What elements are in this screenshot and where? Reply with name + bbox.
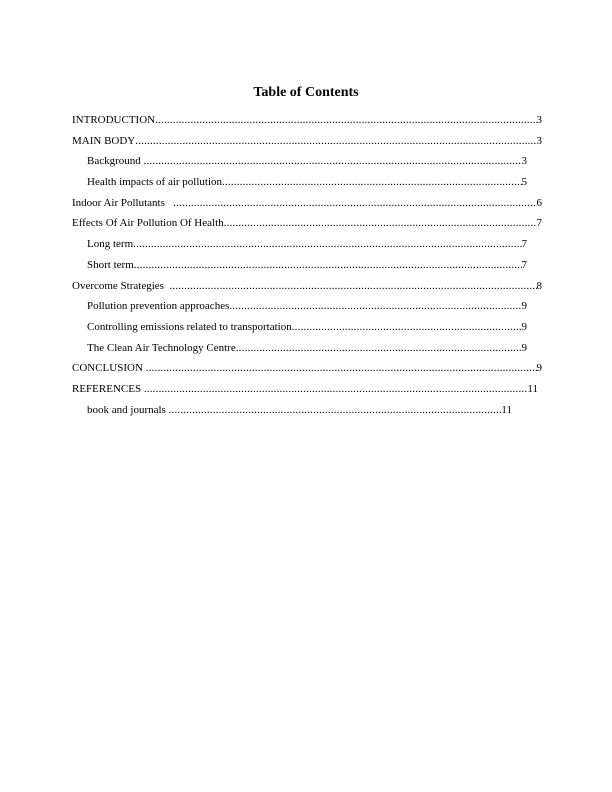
toc-dot-leader xyxy=(144,155,522,168)
toc-entry-label: The Clean Air Technology Centre xyxy=(87,341,236,354)
toc-entry[interactable] xyxy=(72,280,542,301)
toc-entry-label: Effects Of Air Pollution Of Health xyxy=(72,217,224,230)
toc-dot-leader xyxy=(222,176,521,189)
page-title: Table of Contents xyxy=(253,85,359,100)
toc-entry[interactable] xyxy=(87,321,527,342)
toc-dot-leader xyxy=(146,362,537,375)
toc-dot-leader xyxy=(144,383,528,396)
toc-dot-leader xyxy=(169,280,536,293)
toc-dot-leader xyxy=(229,300,521,313)
toc-entry[interactable] xyxy=(87,176,527,197)
toc-entry-label: CONCLUSION xyxy=(72,362,146,375)
toc-entry-page-number: 3 xyxy=(536,134,542,147)
toc-entry-page-number: 11 xyxy=(501,403,512,416)
toc-dot-leader xyxy=(134,259,522,272)
toc-dot-leader xyxy=(236,342,522,355)
toc-entry-label: Long term xyxy=(87,238,134,251)
toc-entry-page-number: 6 xyxy=(536,196,542,209)
toc-dot-leader xyxy=(169,404,502,417)
toc-entry-label: Health impacts of air pollution xyxy=(87,176,223,189)
toc-entry-label: Short term xyxy=(87,258,134,271)
toc-entry-label: REFERENCES xyxy=(72,382,144,395)
toc-entry[interactable] xyxy=(72,135,542,156)
toc-entry-page-number: 7 xyxy=(536,217,542,230)
toc-dot-leader xyxy=(292,321,522,334)
toc-entry[interactable] xyxy=(72,217,542,238)
toc-entry[interactable] xyxy=(72,197,542,218)
toc-entry-page-number: 8 xyxy=(536,279,542,292)
toc-dot-leader xyxy=(155,114,536,127)
toc-entry-page-number: 5 xyxy=(521,176,527,189)
toc-entry-page-number: 3 xyxy=(521,155,527,168)
toc-entry-label: Controlling emissions related to transportation xyxy=(87,320,292,333)
toc-entry-label: MAIN BODY xyxy=(72,134,136,147)
toc-entry-label: Overcome Strategies xyxy=(72,279,170,292)
toc-entry-page-number: 9 xyxy=(521,320,527,333)
toc-entry[interactable] xyxy=(72,362,542,383)
toc-entry[interactable] xyxy=(87,259,527,280)
toc-entry[interactable] xyxy=(87,300,527,321)
toc-entry-page-number: 7 xyxy=(521,238,527,251)
toc-dot-leader xyxy=(173,197,536,210)
toc-entry-label: Indoor Air Pollutants xyxy=(72,196,174,209)
toc-entry-label: INTRODUCTION xyxy=(72,114,156,126)
toc-entry-page-number: 9 xyxy=(521,300,527,313)
toc-entry-page-number: 11 xyxy=(527,382,538,395)
toc-dot-leader xyxy=(135,135,536,148)
toc-entry[interactable] xyxy=(72,383,538,404)
toc-entry[interactable] xyxy=(87,404,512,425)
toc-dot-leader xyxy=(224,217,537,230)
toc-entry-page-number: 9 xyxy=(521,341,527,354)
toc-entry-page-number: 9 xyxy=(536,362,542,375)
toc-entry[interactable] xyxy=(87,238,527,259)
toc-entry-label: Pollution prevention approaches xyxy=(87,300,230,313)
toc-entry-label: book and journals xyxy=(87,403,169,416)
toc-entry-page-number: 3 xyxy=(536,114,542,126)
toc-entry[interactable] xyxy=(72,114,542,135)
toc-entry-label: Background xyxy=(87,155,144,168)
toc-dot-leader xyxy=(133,238,521,251)
table-of-contents xyxy=(72,114,542,424)
toc-entry-page-number: 7 xyxy=(521,258,527,271)
toc-entry[interactable] xyxy=(87,155,527,176)
toc-entry[interactable] xyxy=(87,342,527,363)
